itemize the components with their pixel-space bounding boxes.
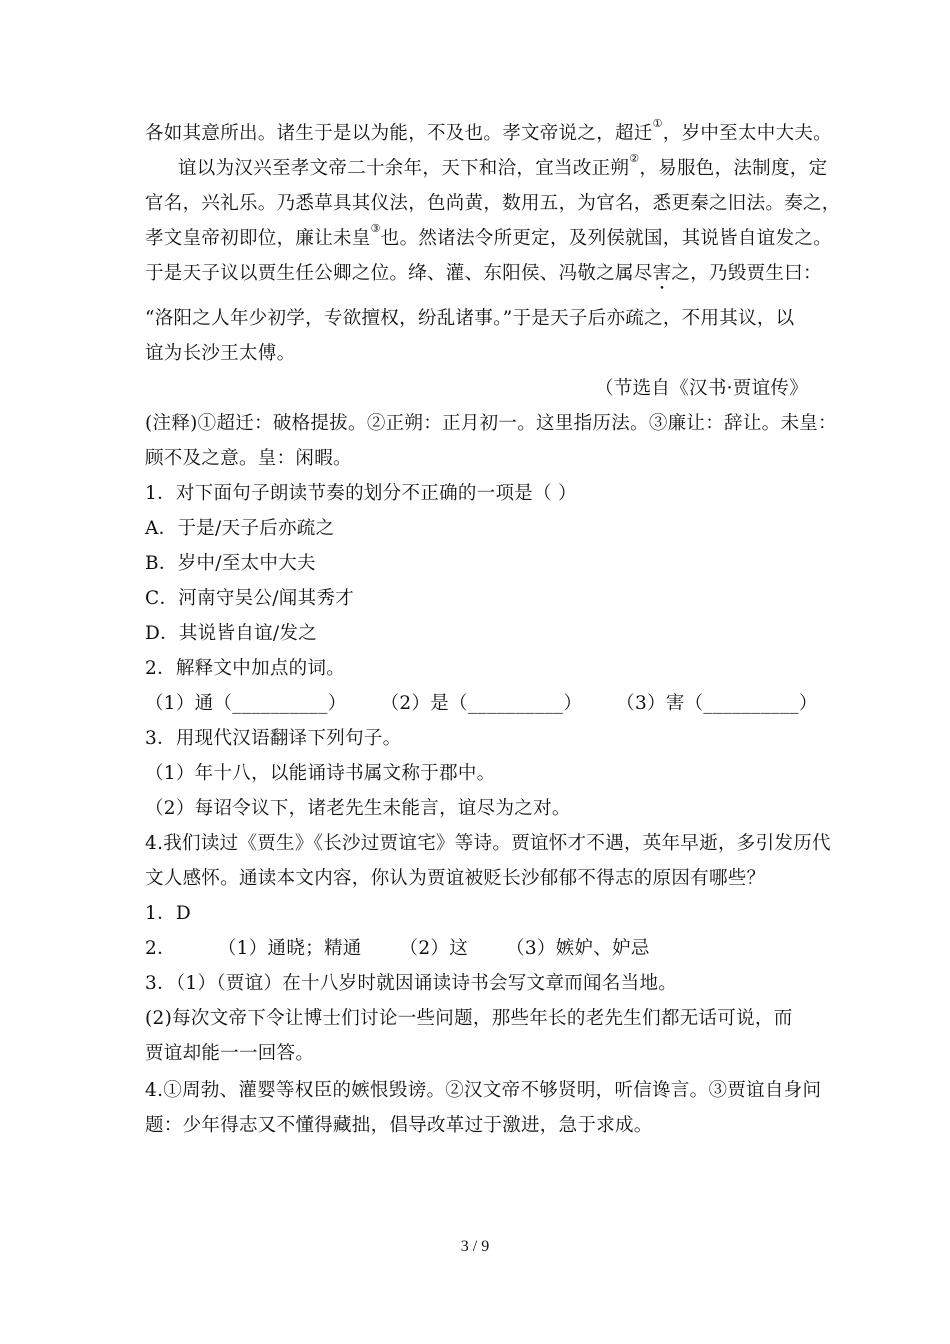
passage-line: “洛阳之人年少初学，专欲擅权，纷乱诸事。”于是天子后亦疏之，不用其议，以 [145, 308, 795, 329]
option-d: D．其说皆自谊/发之 [145, 623, 318, 644]
passage-text: 之，乃毁贾生曰： [671, 263, 822, 284]
passage-text: 于是天子议以贾生任公卿之位。绛、灌、东阳侯、冯敬之属尽 [145, 263, 653, 284]
question-4: 文人感怀。通读本文内容，你认为贾谊被贬长沙郁郁不得志的原因有哪些？ [145, 868, 766, 889]
blank-3: （3）害（__________） [616, 693, 818, 714]
blank-2: （2）是（__________） [380, 693, 583, 714]
passage-line: 官名，兴礼乐。乃悉草具其仪法，色尚黄，数用五，为官名，悉更秦之旧法。奏之， [145, 193, 841, 214]
answer-2-item: （3）嫉妒、妒忌 [506, 938, 650, 959]
answer-4: 题：少年得志又不懂得藏拙，倡导改革过于激进，急于求成。 [145, 1115, 653, 1136]
passage-line [145, 257, 822, 294]
question-4: 4.我们读过《贾生》《长沙过贾谊宅》等诗。贾谊怀才不遇，英年早逝，多引发历代 [145, 833, 831, 854]
passage-line: 各如其意所出。诸生于是以为能，不及也。孝文帝说之，超迁①，岁中至太中大夫。 [145, 117, 832, 144]
notes-line: (注释)①超迁：破格提拔。②正朔：正月初一。这里指历法。③廉让：辞让。未皇： [145, 413, 837, 434]
passage-line: 谊以为汉兴至孝文帝二十余年，天下和洽，宜当改正朔②，易服色，法制度，定 [178, 152, 828, 179]
option-b: B．岁中/至太中大夫 [145, 553, 316, 574]
blank-1: （1）通（__________） [145, 693, 347, 714]
answer-1: 1．D [145, 903, 192, 924]
question-3-item: （1）年十八，以能诵诗书属文称于郡中。 [145, 763, 496, 784]
question-3: 3．用现代汉语翻译下列句子。 [145, 728, 402, 749]
source-citation: （节选自《汉书·贾谊传》 [595, 378, 808, 399]
option-a: A．于是/天子后亦疏之 [145, 518, 335, 539]
notes-line: 顾不及之意。皇：闲暇。 [145, 448, 352, 469]
answer-2-item: （1）通晓；精通 [217, 938, 362, 959]
answer-2-item: （2）这 [399, 938, 469, 959]
answer-3: 贾谊却能一一回答。 [145, 1043, 315, 1064]
option-c: C．河南守吴公/闻其秀才 [145, 588, 354, 609]
question-2-blanks [145, 687, 818, 721]
answer-3: 3．（1）（贾谊）在十八岁时就因诵读诗书会写文章而闻名当地。 [145, 973, 678, 994]
page-number: 3 / 9 [460, 1238, 490, 1255]
answer-2 [145, 932, 810, 966]
question-1: 1．对下面句子朗读节奏的划分不正确的一项是（ ） [145, 483, 577, 504]
answer-3: (2)每次文帝下令让博士们讨论一些问题，那些年长的老先生们都无话可说，而 [145, 1008, 793, 1029]
passage-line: 谊为长沙王太傅。 [145, 343, 296, 364]
dotted-word: 害 [652, 263, 672, 284]
answer-2-number: 2． [145, 938, 176, 959]
passage-line: 孝文皇帝初即位，廉让未皇③也。然诸法令所更定，及列侯就国，其说皆自谊发之。 [145, 222, 832, 249]
question-2: 2．解释文中加点的词。 [145, 658, 346, 679]
question-3-item: （2）每诏令议下，诸老先生未能言，谊尽为之对。 [145, 798, 571, 819]
answer-4: 4.①周勃、灌婴等权臣的嫉恨毁谤。②汉文帝不够贤明，听信谗言。③贾谊自身问 [145, 1080, 822, 1101]
